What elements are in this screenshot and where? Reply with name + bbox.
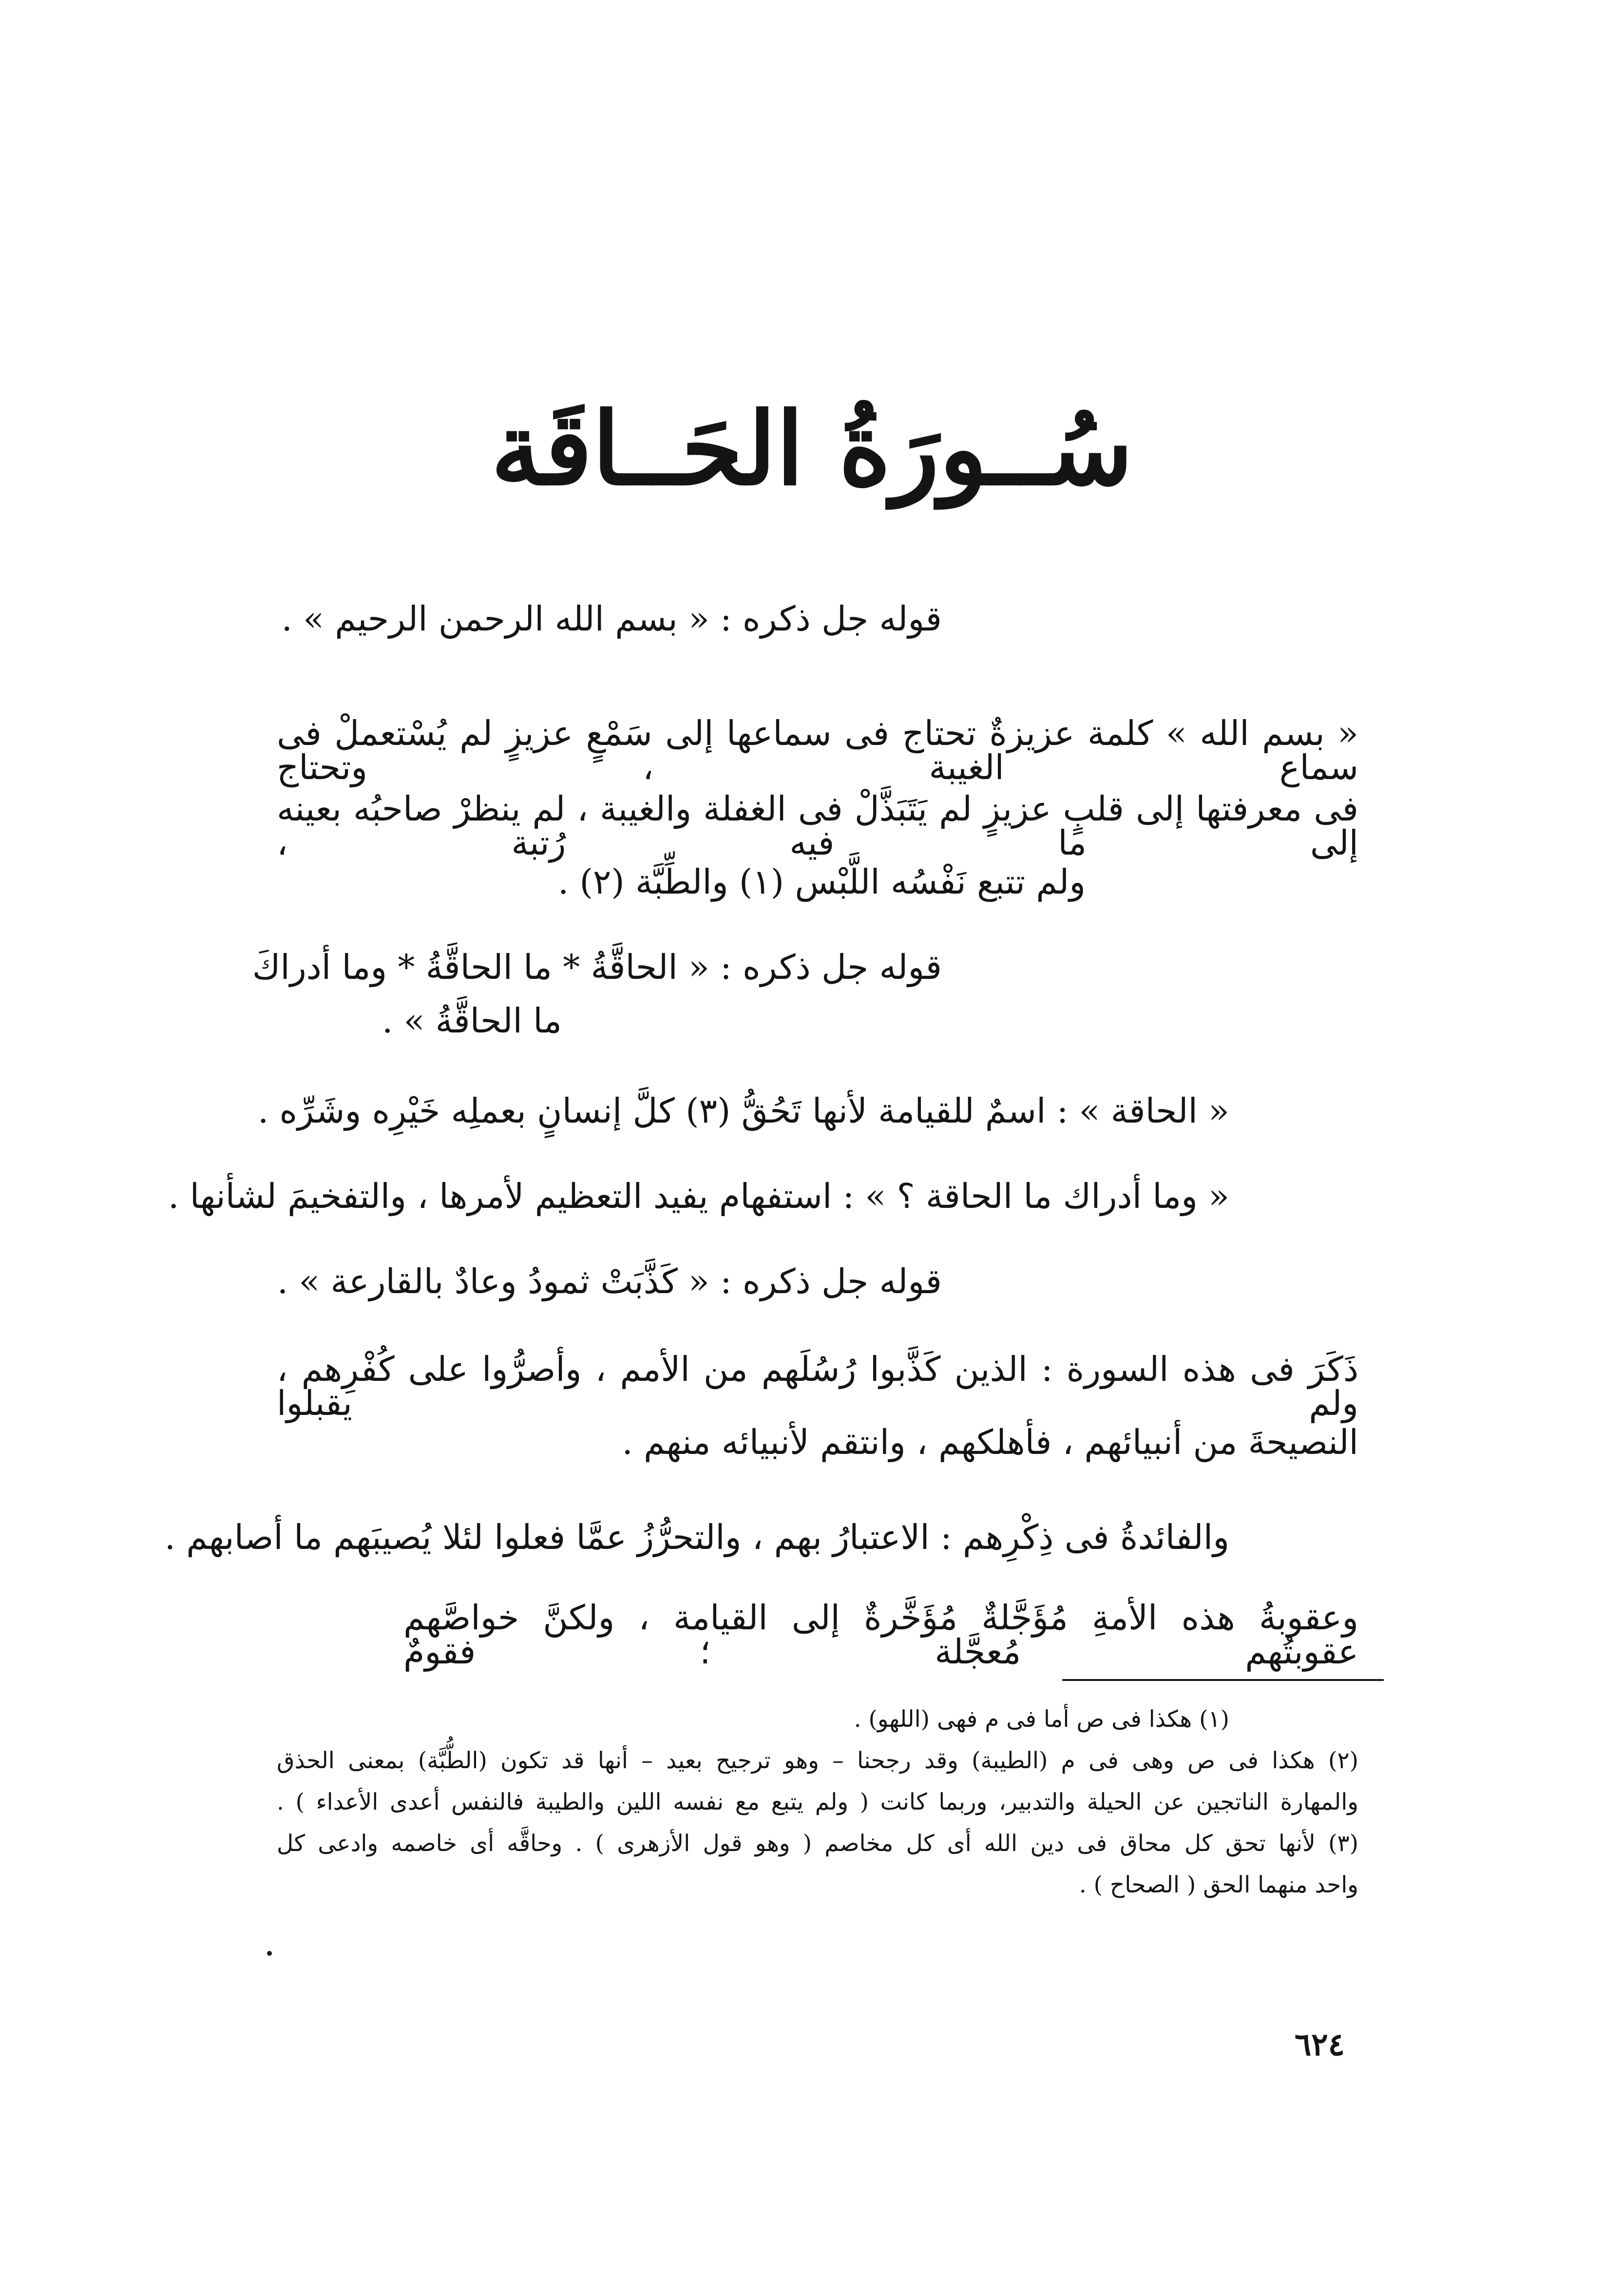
footnote-3-continuation: واحد منهما الحق ( الصحاح ) .: [1079, 1871, 1358, 1898]
paragraph-line: والفائدةُ فى ذِكْرِهم : الاعتبارُ بهم ، والتحرُّزُ عمَّا فعلوا لئلا يُصيبَهم ما أصابهم .: [164, 1517, 1229, 1557]
footnote-1: (١) هكذا فى ص أما فى م فهى (اللهو) .: [854, 1706, 1229, 1733]
footnote-separator: [1062, 1679, 1384, 1681]
footnote-3: (٣) لأنها تحق كل محاق فى دين الله أى كل مخاصم ( وهو قول الأزهرى ) . وحاقَّه أى خاصمه وادعى كل: [277, 1830, 1358, 1857]
paragraph-line: وعقوبةُ هذه الأمةِ مُؤَجَّلةٌ مُؤَخَّرةٌ إلى القيامة ، ولكنَّ خواصَّهم عقوبتُهم مُعجَّلة ؛ فقومٌ: [403, 1598, 1358, 1672]
verse-heading-thamud: قوله جل ذكره : « كَذَّبَتْ ثمودُ وعادٌ بالقارعة » .: [277, 1261, 942, 1301]
paragraph-line: النصيحةَ من أنبيائهم ، فأهلكهم ، وانتقم لأنبيائه منهم .: [622, 1422, 1358, 1462]
verse-heading-continuation: ما الحاقَّةُ » .: [382, 1001, 562, 1041]
paragraph-line: « الحاقة » : اسمٌ للقيامة لأنها تَحُقُّ (٣) كلَّ إنسانٍ بعملِه خَيْرِه وشَرِّه .: [258, 1091, 1229, 1131]
paragraph-line: « بسم الله » كلمة عزيزةٌ تحتاج فى سماعها إلى سَمْعٍ عزيزٍ لم يُسْتعملْ فى سماع الغيبة ، وتحتاج: [277, 713, 1358, 787]
verse-heading-alhaqqah: قوله جل ذكره : « الحاقَّةُ * ما الحاقَّةُ * وما أدراكَ: [252, 947, 942, 987]
verse-heading-basmala: قوله جل ذكره : « بسم الله الرحمن الرحيم » .: [281, 599, 942, 639]
paragraph-line: فى معرفتها إلى قلبٍ عزيزٍ لم يَتَبَذَّلْ فى الغفلة والغيبة ، لم ينظرْ صاحبُه بعينه إلى ما فيه رُتبة ،: [277, 789, 1358, 863]
footnote-2: (٢) هكذا فى ص وهى فى م (الطيبة) وقد رجحنا – وهو ترجيح بعيد – أنها قد تكون (الطُّبَّة) بمعنى الحذق: [277, 1747, 1358, 1774]
paragraph-line: « وما أدراك ما الحاقة ؟ » : استفهام يفيد التعظيم لأمرها ، والتفخيمَ لشأنها .: [168, 1176, 1229, 1216]
footnote-2-continuation: والمهارة الناتجين عن الحيلة والتدبير، وربما كانت ( ولم يتبع مع نفسه اللين والطيبة فالنفس أعدى الأعداء ) .: [277, 1789, 1358, 1815]
surah-title: سُــورَةُ الحَــاقَة: [491, 391, 1133, 508]
paragraph-line: ولم تتبع نَفْسُه اللَّبْس (١) والطِّبَّة (٢) .: [557, 862, 1086, 902]
paragraph-line: ذَكَرَ فى هذه السورة : الذين كَذَّبوا رُسُلَهم من الأمم ، وأصرُّوا على كُفْرِهم ، ولم يقبلوا: [277, 1349, 1358, 1423]
page-mark: [267, 1951, 272, 1956]
page-number: ٦٢٤: [1294, 2026, 1345, 2063]
